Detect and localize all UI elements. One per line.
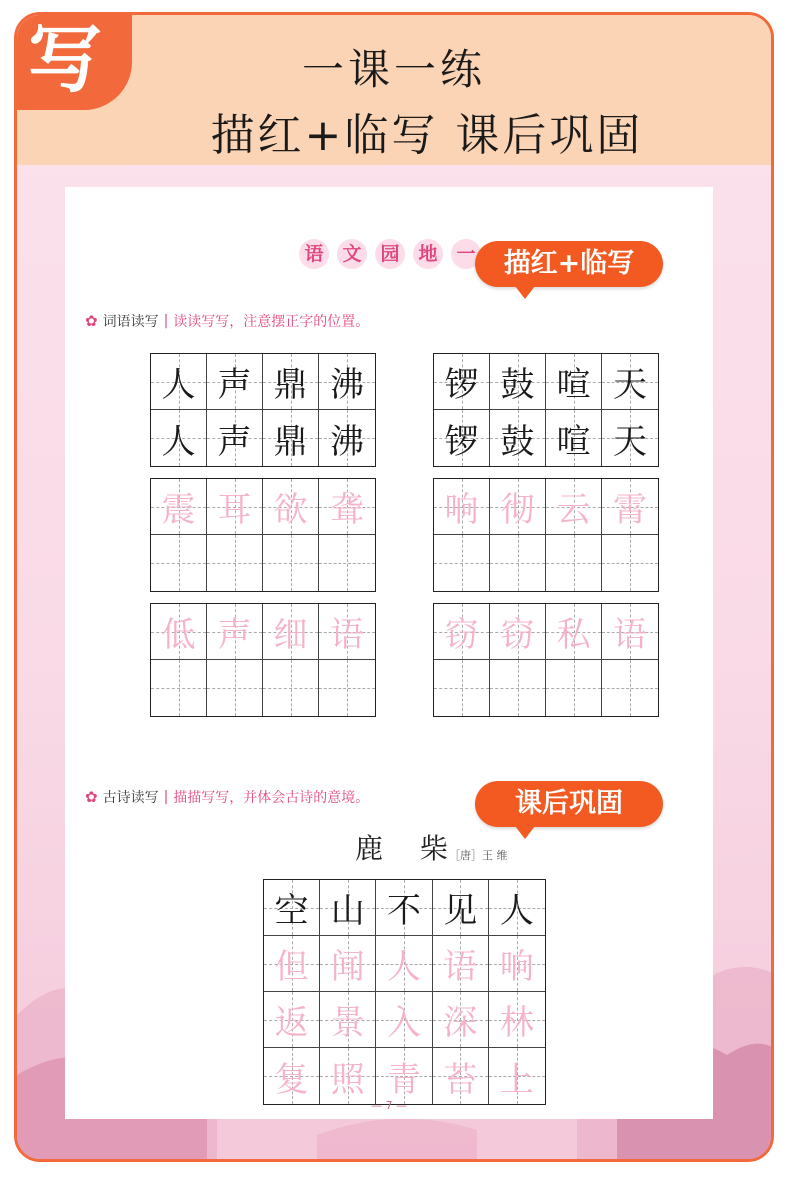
poem-grid [263,879,546,1105]
grid-char: 声 [217,615,252,655]
grid-char: 响 [444,490,479,530]
grid-cell[interactable] [264,880,320,936]
word-grid [433,353,659,467]
grid-cell[interactable] [434,535,490,591]
grid-char: 人 [386,947,421,987]
grid-char: 沸 [330,365,364,405]
grid-char: 声 [217,365,252,405]
grid-cell[interactable] [263,354,319,410]
grid-cell[interactable] [264,1048,320,1104]
bubble-review: 课后巩固 [475,781,663,827]
grid-cell[interactable] [602,410,658,466]
grid-cell[interactable] [433,880,489,936]
section-title-char: 语 [299,239,329,269]
word-grid [150,478,376,592]
grid-cell[interactable] [490,410,546,466]
grid-cell[interactable] [376,936,432,992]
grid-cell[interactable] [151,354,207,410]
separator: | [163,789,169,805]
grid-char: 云 [556,490,591,530]
grid-char: 鼓 [500,365,535,405]
poem-instruction [85,787,369,807]
grid-char: 深 [443,1003,478,1043]
grid-char: 入 [386,1003,421,1043]
page-number: — 7 — [371,1099,407,1112]
grid-char: 天 [613,421,647,462]
grid-cell[interactable] [263,479,319,535]
grid-cell[interactable] [151,410,207,466]
grid-cell[interactable] [434,479,490,535]
worksheet [65,187,713,1119]
grid-cell[interactable] [376,1048,432,1104]
grid-cell[interactable] [320,1048,376,1104]
grid-char: 私 [556,615,591,655]
grid-char: 锣 [444,421,479,462]
section-title [299,239,489,273]
grid-cell[interactable] [602,604,658,660]
grid-char: 人 [161,421,196,462]
grid-char: 欲 [273,490,308,530]
grid-char: 景 [330,1003,365,1043]
grid-cell[interactable] [320,992,376,1048]
grid-cell[interactable] [263,660,319,716]
grid-cell[interactable] [319,354,375,410]
grid-cell[interactable] [602,660,658,716]
flower-icon: ✿ [85,788,98,806]
grid-char: 低 [161,615,196,655]
grid-char: 细 [273,615,308,655]
word-grid [433,478,659,592]
grid-cell[interactable] [433,936,489,992]
grid-char: 鼎 [273,365,308,405]
grid-cell[interactable] [319,410,375,466]
grid-cell[interactable] [376,880,432,936]
grid-cell[interactable] [546,479,602,535]
poem-label: 古诗读写 [102,790,159,806]
grid-char: 苔 [443,1059,478,1100]
grid-cell[interactable] [151,604,207,660]
grid-cell[interactable] [490,479,546,535]
grid-cell[interactable] [490,354,546,410]
poster-frame [14,12,774,1162]
grid-char: 空 [274,891,309,931]
badge [14,12,132,110]
grid-cell[interactable] [319,535,375,591]
grid-char: 不 [386,891,421,931]
grid-cell[interactable] [264,936,320,992]
grid-cell[interactable] [546,354,602,410]
grid-cell[interactable] [546,410,602,466]
section-title-char: 一 [451,239,481,269]
grid-char: 青 [386,1059,421,1100]
grid-char: 语 [443,947,478,987]
grid-cell[interactable] [319,604,375,660]
grid-cell[interactable] [489,992,545,1048]
grid-cell[interactable] [490,535,546,591]
grid-char: 复 [274,1059,309,1100]
grid-char: 山 [330,891,365,931]
grid-cell[interactable] [151,660,207,716]
grid-cell[interactable] [602,354,658,410]
grid-cell[interactable] [433,1048,489,1104]
grid-cell[interactable] [434,660,490,716]
grid-char: 霄 [613,490,647,530]
separator: | [163,313,169,329]
grid-cell[interactable] [207,479,263,535]
grid-char: 返 [274,1003,309,1043]
bubble-trace-copy: 描红+临写 [475,241,663,287]
word-grid [433,603,659,717]
grid-char: 照 [330,1059,365,1100]
grid-char: 鼎 [273,421,308,462]
word-grid [150,603,376,717]
grid-char: 彻 [500,490,535,530]
grid-char: 窃 [500,615,535,655]
grid-char: 天 [613,365,647,405]
grid-char: 林 [499,1003,534,1043]
grid-cell[interactable] [376,992,432,1048]
title-line-1: 一课一练 [301,45,486,94]
grid-cell[interactable] [546,535,602,591]
words-label: 词语读写 [102,314,159,330]
grid-cell[interactable] [207,535,263,591]
section-title-char: 文 [337,239,367,269]
section-title-char: 园 [375,239,405,269]
grid-cell[interactable] [319,660,375,716]
grid-cell[interactable] [490,604,546,660]
grid-cell[interactable] [433,992,489,1048]
grid-char: 响 [499,947,534,987]
grid-cell[interactable] [207,354,263,410]
words-instruction-text: 读读写写，注意摆正字的位置。 [173,314,370,330]
grid-cell[interactable] [207,604,263,660]
grid-cell[interactable] [264,992,320,1048]
grid-char: 喧 [556,365,591,405]
words-instruction [85,311,369,331]
grid-cell[interactable] [320,880,376,936]
grid-char: 聋 [330,490,364,530]
grid-cell[interactable] [602,479,658,535]
grid-cell[interactable] [319,479,375,535]
grid-char: 上 [499,1059,534,1100]
grid-cell[interactable] [151,479,207,535]
poem-author: ［唐］王 维 [449,849,508,862]
title-line-2: 描红+临写 课后巩固 [210,110,644,161]
grid-char: 语 [613,615,647,655]
grid-char: 鼓 [500,421,535,462]
grid-char: 沸 [330,421,364,462]
grid-cell[interactable] [263,410,319,466]
grid-cell[interactable] [263,535,319,591]
flower-icon: ✿ [85,312,98,330]
grid-cell[interactable] [602,535,658,591]
grid-cell[interactable] [489,936,545,992]
grid-char: 闻 [330,947,365,987]
grid-cell[interactable] [489,880,545,936]
badge-char: 写 [28,17,102,103]
grid-char: 见 [443,891,478,931]
grid-char: 语 [330,615,364,655]
grid-cell[interactable] [434,354,490,410]
grid-char: 声 [217,421,252,462]
grid-cell[interactable] [546,604,602,660]
section-title-char: 地 [413,239,443,269]
grid-cell[interactable] [207,410,263,466]
word-grid [150,353,376,467]
grid-cell[interactable] [434,410,490,466]
grid-cell[interactable] [263,604,319,660]
poem-title: 鹿 柴 [355,832,462,865]
grid-cell[interactable] [151,535,207,591]
grid-char: 耳 [217,490,252,530]
grid-cell[interactable] [489,1048,545,1104]
grid-char: 震 [161,490,196,530]
grid-cell[interactable] [320,936,376,992]
grid-cell[interactable] [207,660,263,716]
grid-char: 锣 [444,365,479,405]
grid-char: 但 [274,947,309,987]
grid-cell[interactable] [434,604,490,660]
grid-char: 人 [499,891,534,931]
grid-char: 窃 [444,615,479,655]
grid-char: 人 [161,365,196,405]
grid-char: 喧 [556,421,591,462]
poem-instruction-text: 描描写写，并体会古诗的意境。 [173,790,370,806]
grid-cell[interactable] [490,660,546,716]
grid-cell[interactable] [546,660,602,716]
